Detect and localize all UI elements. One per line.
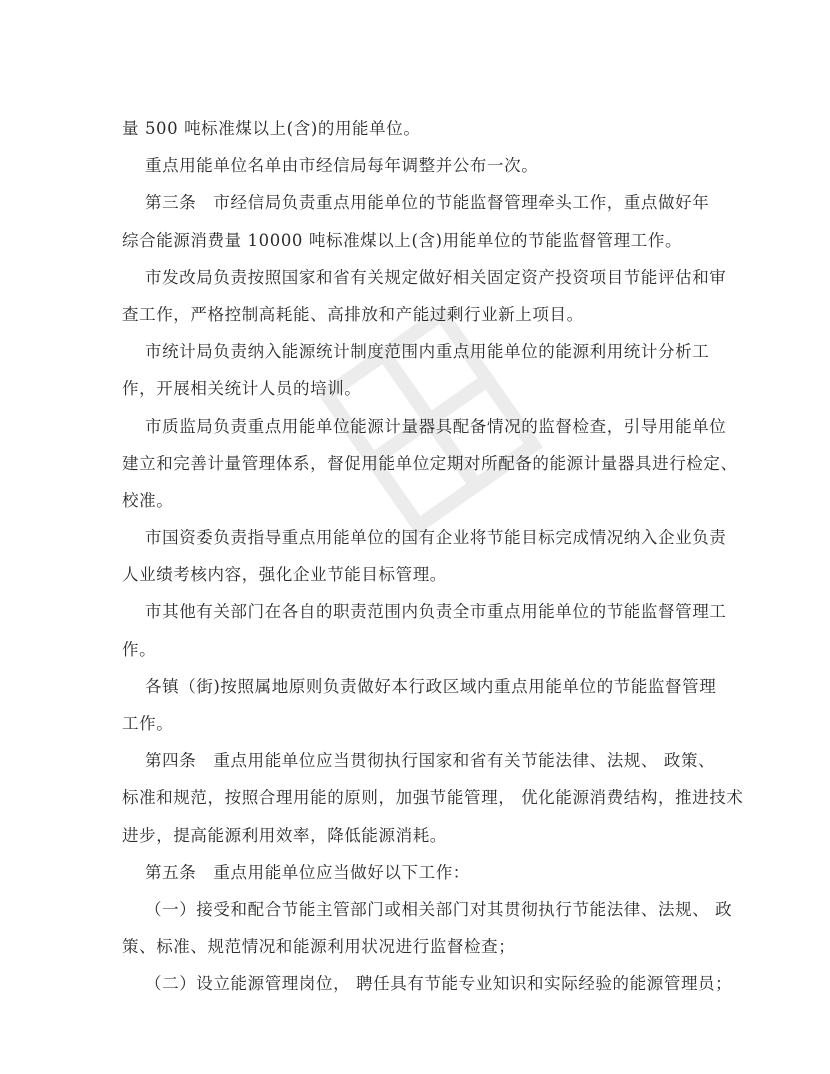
text-line: 综合能源消费量 10000 吨标准煤以上(含)用能单位的节能监督管理工作。: [122, 230, 683, 250]
text-line: 市质监局负责重点用能单位能源计量器具配备情况的监督检查，引导用能单位: [145, 416, 727, 436]
text-line: 市发改局负责按照国家和省有关规定做好相关固定资产投资项目节能评估和审: [145, 267, 727, 287]
text-line: 工作。: [122, 714, 174, 733]
text-line: 校准。: [122, 490, 174, 510]
text-line: 市其他有关部门在各自的职责范围内负责全市重点用能单位的节能监督管理工: [145, 602, 727, 622]
text-line: 重点用能单位名单由市经信局每年调整并公布一次。: [145, 156, 539, 176]
text-line: 市国资委负责指导重点用能单位的国有企业将节能目标完成情况纳入企业负责: [145, 528, 727, 548]
document-body: [122, 110, 744, 1003]
text-line: 建立和完善计量管理体系，督促用能单位定期对所配备的能源计量器具进行检定、: [122, 453, 738, 473]
text-line: 作。: [122, 639, 157, 659]
text-line: 第五条 重点用能单位应当做好以下工作：: [145, 862, 470, 882]
text-line: 各镇（街)按照属地原则负责做好本行政区域内重点用能单位的节能监督管理: [145, 676, 717, 696]
text-line: 市统计局负责纳入能源统计制度范围内重点用能单位的能源利用统计分析工: [145, 342, 710, 362]
text-line: 第三条 市经信局负责重点用能单位的节能监督管理牵头工作，重点做好年: [145, 193, 710, 213]
text-line: （二）设立能源管理岗位， 聘任具有节能专业知识和实际经验的能源管理员；: [145, 974, 733, 994]
text-line: 第四条 重点用能单位应当贯彻执行国家和省有关节能法律、法规、 政策、: [145, 751, 716, 771]
text-line: 量 500 吨标准煤以上(含)的用能单位。: [122, 119, 421, 138]
text-line: 进步，提高能源利用效率，降低能源消耗。: [122, 825, 447, 845]
text-line: 人业绩考核内容，强化企业节能目标管理。: [122, 565, 447, 585]
text-line: 查工作，严格控制高耗能、高排放和产能过剩行业新上项目。: [122, 304, 584, 324]
text-line: 策、标准、规范情况和能源利用状况进行监督检查；: [122, 937, 516, 957]
text-line: 作，开展相关统计人员的培训。: [122, 379, 362, 399]
text-line: （一）接受和配合节能主管部门或相关部门对其贯彻执行节能法律、法规、 政: [145, 899, 733, 919]
text-line: 标准和规范，按照合理用能的原则，加强节能管理， 优化能源消费结构，推进技术: [122, 788, 744, 808]
